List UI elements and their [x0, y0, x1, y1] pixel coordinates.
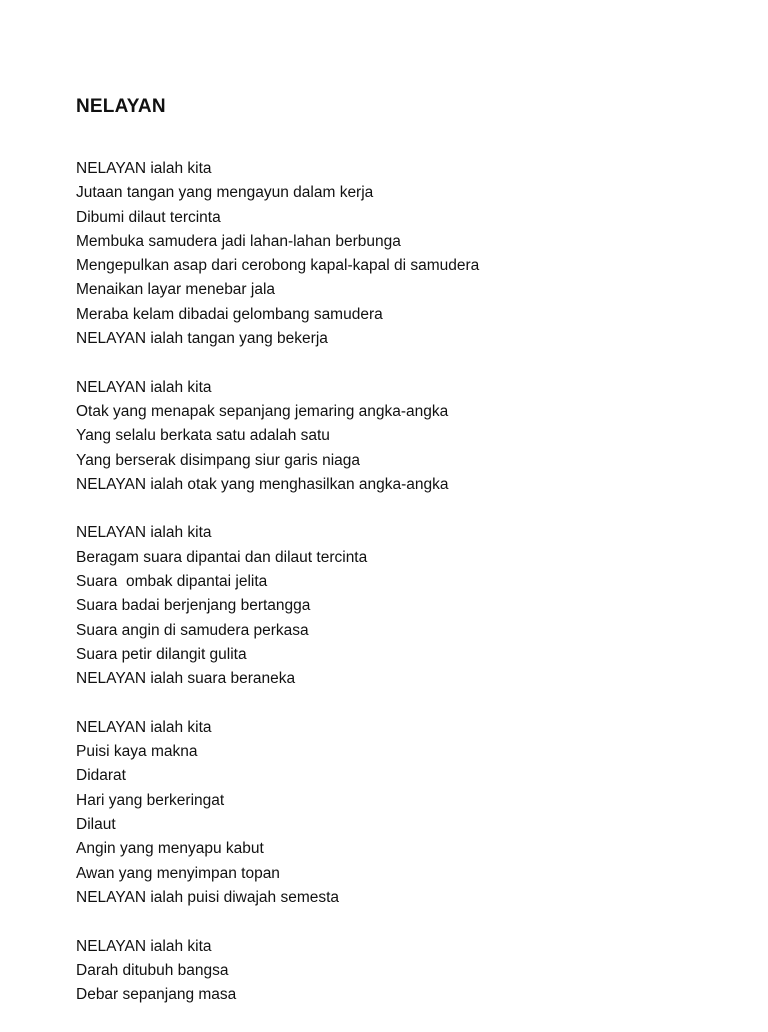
poem-stanza	[76, 935, 736, 1008]
poem-line: Membuka samudera jadi lahan-lahan berbunga	[76, 232, 401, 250]
poem-line: Meraba kelam dibadai gelombang samudera	[76, 305, 383, 323]
poem-line: NELAYAN ialah kita	[76, 937, 212, 955]
poem-line: Suara ombak dipantai jelita	[76, 573, 268, 591]
poem-line: NELAYAN ialah puisi diwajah semesta	[76, 888, 340, 906]
poem-stanza	[76, 157, 736, 351]
poem-stanza	[76, 716, 736, 910]
poem-line: NELAYAN ialah kita	[76, 160, 212, 177]
poem-line: NELAYAN ialah tangan yang bekerja	[76, 330, 328, 348]
poem-line: Yang selalu berkata satu adalah satu	[76, 427, 330, 445]
poem-line: NELAYAN ialah otak yang menghasilkan angka-angka	[76, 475, 449, 493]
poem-line: Otak yang menapak sepanjang jemaring angka-angka	[76, 402, 449, 420]
poem-line: Suara petir dilangit gulita	[76, 645, 247, 663]
poem-line: Dibumi dilaut tercinta	[76, 208, 221, 226]
poem-stanza	[76, 376, 736, 497]
poem-line: NELAYAN ialah kita	[76, 524, 212, 542]
poem-line: NELAYAN ialah suara beraneka	[76, 670, 296, 688]
poem-line: NELAYAN ialah kita	[76, 718, 212, 736]
poem-line: Darah ditubuh bangsa	[76, 961, 229, 979]
poem-line: Debar sepanjang masa	[76, 986, 237, 1004]
poem-line: Dilaut	[76, 816, 116, 834]
poem-line: Mengepulkan asap dari cerobong kapal-kapal di samudera	[76, 257, 480, 275]
poem-line: Suara angin di samudera perkasa	[76, 621, 309, 639]
poem-line: Yang berserak disimpang siur garis niaga	[76, 451, 361, 469]
poem-line: Jutaan tangan yang mengayun dalam kerja	[76, 184, 374, 202]
poem-line: Puisi kaya makna	[76, 743, 198, 761]
poem-body	[76, 157, 736, 1032]
poem-line: Didarat	[76, 767, 126, 785]
poem-line: Suara badai berjenjang bertangga	[76, 597, 311, 615]
poem-line: Angin yang menyapu kabut	[76, 840, 264, 858]
poem-line: NELAYAN ialah kita	[76, 378, 212, 396]
poem-line: Awan yang menyimpan topan	[76, 864, 280, 882]
poem-line: Hari yang berkeringat	[76, 791, 225, 809]
poem-title: NELAYAN	[76, 96, 166, 117]
poem-line: Beragam suara dipantai dan dilaut tercinta	[76, 548, 368, 566]
poem-stanza	[76, 521, 736, 691]
poem-line: Menaikan layar menebar jala	[76, 281, 276, 299]
